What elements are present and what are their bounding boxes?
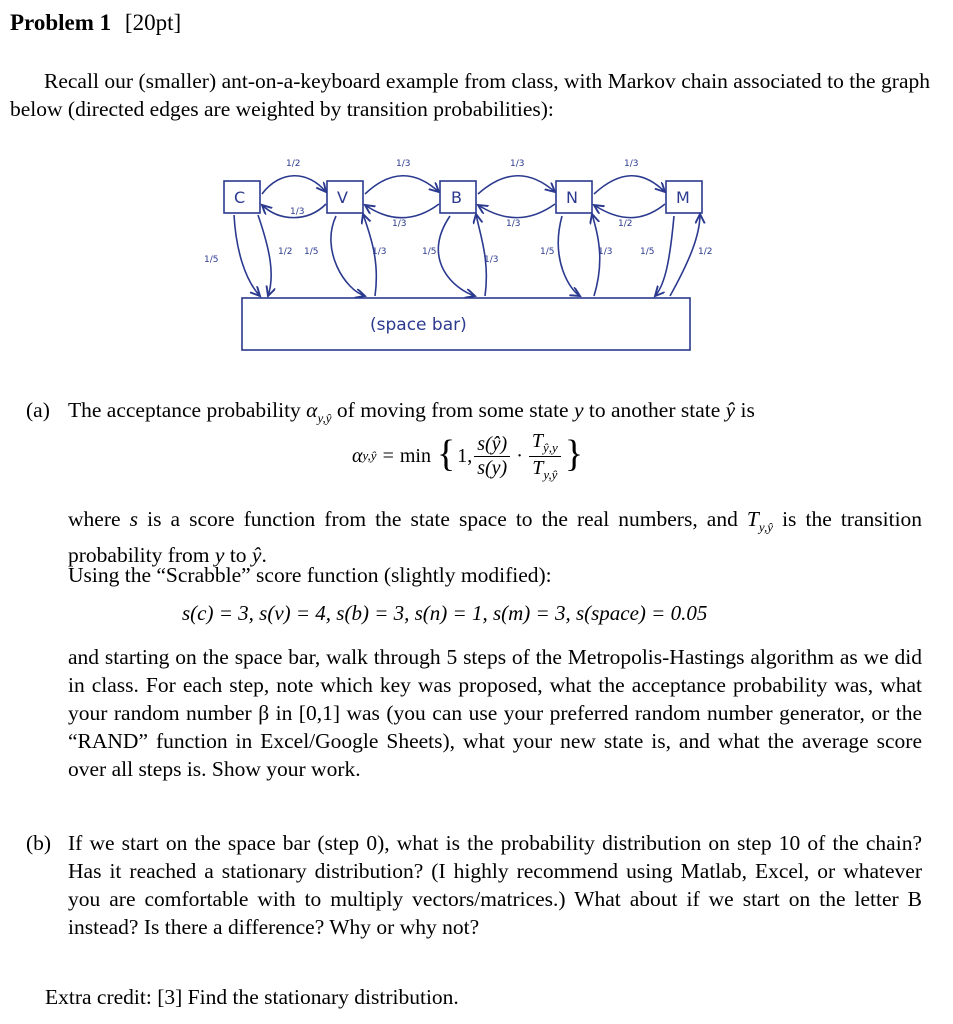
weight-down-m: 1/2 bbox=[698, 247, 713, 257]
problem-label: Problem 1 bbox=[10, 10, 112, 35]
weight-v-c: 1/3 bbox=[290, 207, 305, 217]
weight-up-m: 1/5 bbox=[640, 247, 655, 257]
key-label-v: V bbox=[337, 188, 348, 207]
key-label-b: B bbox=[451, 188, 462, 207]
key-label-n: N bbox=[566, 188, 578, 207]
weight-down-b: 1/3 bbox=[484, 255, 499, 265]
scrabble-line: Using the “Scrabble” score function (slightly modified): bbox=[68, 563, 552, 587]
key-label-c: C bbox=[234, 188, 246, 207]
weight-up-n: 1/5 bbox=[540, 247, 555, 257]
problem-heading bbox=[10, 10, 181, 36]
weight-v-b: 1/3 bbox=[396, 159, 411, 169]
acceptance-formula: α y,ŷ = min { 1, $\frac{s(ŷ)}{s(y)}$ · $\frac{T_{ŷ,y}}{T_{y,ŷ}}$ } bbox=[352, 430, 584, 482]
weight-m-n: 1/2 bbox=[618, 219, 633, 229]
weight-up-c: 1/5 bbox=[204, 255, 219, 265]
weight-up-b: 1/5 bbox=[422, 247, 437, 257]
weight-c-v: 1/2 bbox=[286, 159, 301, 169]
part-a-instructions: and starting on the space bar, walk through 5 steps of the Metropolis-Hastings algorithm as we did in class. For each step, note which key was proposed, what the acceptance probability was, what your random number β in [0,1] was (you can use your preferred random number generator, or the “RAND” function in Excel/Google Sheets), what your new state is, and what the average score over all steps is. Show your work. bbox=[68, 645, 922, 781]
intro-paragraph: Recall our (smaller) ant-on-a-keyboard example from class, with Markov chain associated to the graph below (directed edges are weighted by transition probabilities): bbox=[10, 69, 930, 121]
weight-b-n: 1/3 bbox=[510, 159, 525, 169]
weight-up-v: 1/5 bbox=[304, 247, 319, 257]
weight-b-v: 1/3 bbox=[392, 219, 407, 229]
extra-credit: Extra credit: [3] Find the stationary distribution. bbox=[45, 985, 459, 1009]
problem-points: [20pt] bbox=[124, 10, 182, 35]
weight-n-m: 1/3 bbox=[624, 159, 639, 169]
weight-down-c: 1/2 bbox=[278, 247, 293, 257]
markov-chain-diagram bbox=[200, 150, 730, 360]
score-values: s(c) = 3, s(v) = 4, s(b) = 3, s(n) = 1, s(m) = 3, s(space) = 0.05 bbox=[182, 601, 708, 625]
part-a-label: (a) bbox=[26, 398, 50, 422]
part-b-label: (b) bbox=[26, 831, 52, 855]
weight-n-b: 1/3 bbox=[506, 219, 521, 229]
part-a-where: where s is a score function from the state space to the real numbers, and $T_{y,ŷ}$ is the transition probability from y to ŷ. bbox=[68, 507, 923, 568]
weight-down-v: 1/3 bbox=[372, 247, 387, 257]
key-label-m: M bbox=[676, 188, 690, 207]
weight-down-n: 1/3 bbox=[598, 247, 613, 257]
part-a-intro: The acceptance probability $\alpha_{y,ŷ}$ of moving from some state y to another state ŷ is bbox=[68, 398, 755, 426]
part-b-text: If we start on the space bar (step 0), what is the probability distribution on step 10 of the chain? Has it reached a stationary distribution? (I highly recommend using Matlab, Excel, or whatever you are comfortable with to multiply vectors/matrices.) What about if we start on the letter B instead? Is there a difference? Why or why not? bbox=[68, 831, 922, 939]
space-bar-label: (space bar) bbox=[370, 315, 467, 335]
